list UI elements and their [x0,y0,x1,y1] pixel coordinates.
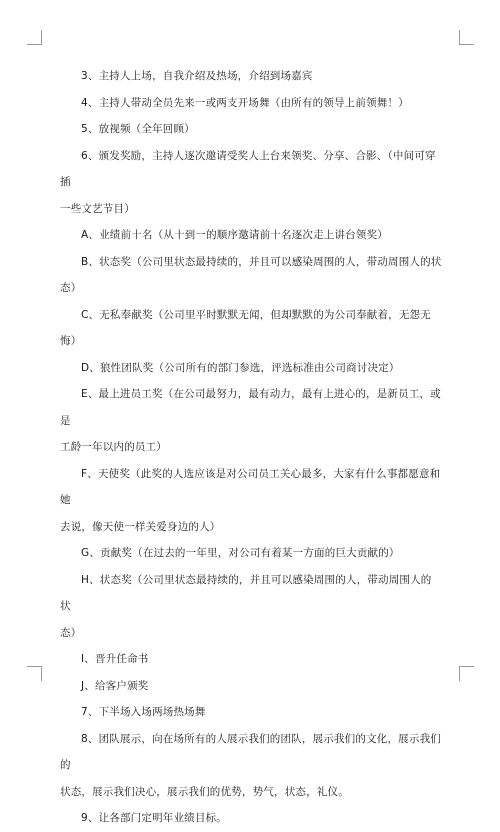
line-award-h: H、状态奖（公司里状态最持续的，并且可以感染周围的人，带动周围人的状 [60,573,432,612]
line-award-h-cont: 态） [60,626,82,639]
line-item-6-cont: 一些文艺节目） [60,202,135,215]
line-award-e: E、最上进员工奖（在公司最努力，最有动力，最有上进心的，是新员工，或是 [60,388,441,427]
line-award-g: G、贡献奖（在过去的一年里，对公司有着某一方面的巨大贡献的） [81,547,400,559]
line-award-d: D、狼性团队奖（公司所有的部门参选，评选标准由公司商讨决定） [81,361,400,374]
line-award-c: C、无私奉献奖（公司里平时默默无闻，但却默默的为公司奉献着，无怨无悔） [60,308,431,347]
line-award-b-cont: 态） [60,282,82,294]
line-award-f: F、天使奖（此奖的人选应该是对公司员工关心最多，大家有什么事都愿意和她 [60,467,441,506]
crop-mark-top-right [459,30,474,45]
line-item-4: 4、主持人带动全员先来一或两支开场舞（由所有的领导上前领舞！） [81,96,409,109]
crop-mark-bottom-right [459,666,474,681]
line-item-5: 5、放视频（全年回顾） [81,123,195,135]
line-award-i: I、晋升任命书 [81,653,149,665]
line-item-3: 3、主持人上场，自我介绍及热场，介绍到场嘉宾 [81,70,313,82]
crop-mark-top-left [27,30,42,45]
line-item-9: 9、让各部门定明年业绩目标。 [81,812,227,824]
line-award-f-cont: 去说，像天使一样关爱身边的人） [60,520,221,533]
line-item-7: 7、下半场入场两场热场舞 [81,706,206,718]
line-item-8: 8、团队展示，向在场所有的人展示我们的团队，展示我们的文化，展示我们的 [60,732,441,771]
line-item-8-cont: 状态，展示我们决心，展示我们的优势，势气，状态，礼仪。 [60,785,349,798]
line-award-b: B、状态奖（公司里状态最持续的，并且可以感染周围的人，带动周围人的状 [81,255,442,268]
crop-mark-bottom-left [27,666,42,681]
line-award-e-cont: 工龄一年以内的员工） [60,441,167,453]
line-item-6: 6、颁发奖励，主持人逐次邀请受奖人上台来领奖、分享、合影、（中间可穿插 [60,149,436,188]
document-body [60,63,442,832]
line-award-a: A、业绩前十名（从十到一的顺序邀请前十名逐次走上讲台领奖） [81,229,388,241]
line-award-j: J、给客户颁奖 [81,679,149,692]
